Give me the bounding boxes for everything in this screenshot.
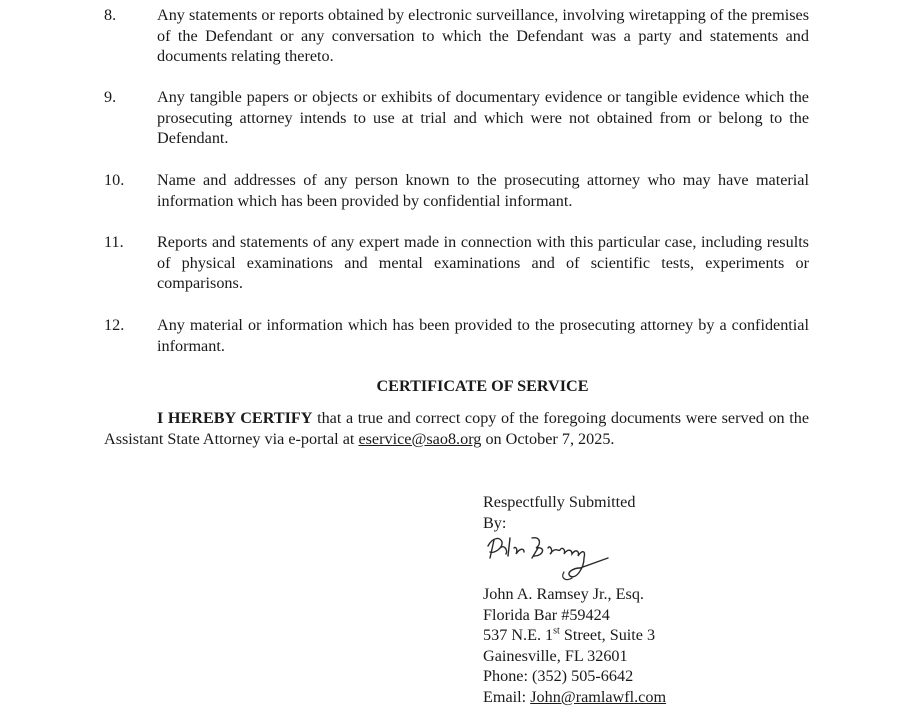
item-number: 11.	[104, 233, 124, 251]
item-number: 9.	[104, 88, 117, 106]
certificate-heading: CERTIFICATE OF SERVICE	[376, 377, 589, 395]
item-text: Any material or information which has been provided to the prosecuting attorney by a confidential informant.	[157, 316, 809, 355]
address-suffix: Street, Suite 3	[559, 626, 656, 644]
address-prefix: 537 N.E. 1	[483, 626, 554, 644]
by-line: By:	[483, 514, 507, 532]
address-superscript: st	[553, 625, 560, 637]
item-text: Any statements or reports obtained by electronic surveillance, involving wiretapping of the premises of the Defendant or any conversation to which the Defendant was a party and statements and documents relating thereto.	[157, 6, 809, 65]
handwritten-signature	[480, 528, 630, 584]
attorney-name: John A. Ramsey Jr., Esq.	[483, 585, 644, 603]
street-address	[483, 625, 655, 646]
certify-body-after: on October 7, 2025.	[481, 429, 615, 448]
certify-body-before: that a true and correct copy of the foregoing documents were served on the Assistant State Attorney via e-portal at	[104, 409, 809, 448]
city-state-zip: Gainesville, FL 32601	[483, 646, 628, 665]
item-number: 8.	[104, 6, 117, 24]
item-text: Name and addresses of any person known to the prosecuting attorney who may have material information which has been provided by confidential informant.	[157, 171, 809, 210]
attorney-email-link[interactable]: John@ramlawfl.com	[530, 687, 667, 706]
email-line	[483, 687, 666, 708]
certify-lead: I HEREBY CERTIFY	[157, 409, 313, 427]
bar-number: Florida Bar #59424	[483, 605, 610, 624]
email-label: Email:	[483, 687, 531, 706]
phone: Phone: (352) 505-6642	[483, 667, 634, 685]
item-number: 10.	[104, 171, 125, 189]
certificate-paragraph	[104, 408, 809, 449]
item-text: Reports and statements of any expert made in connection with this particular case, including results of physical examinations and mental examinations and of scientific tests, experiments or comparisons.	[157, 233, 809, 292]
item-number: 12.	[104, 316, 125, 334]
service-email-link[interactable]: eservice@sao8.org	[358, 429, 482, 448]
closing-line: Respectfully Submitted	[483, 493, 636, 511]
item-text: Any tangible papers or objects or exhibits of documentary evidence or tangible evidence which the prosecuting attorney intends to use at trial and which were not obtained from or belong to the Defendant.	[157, 88, 809, 147]
